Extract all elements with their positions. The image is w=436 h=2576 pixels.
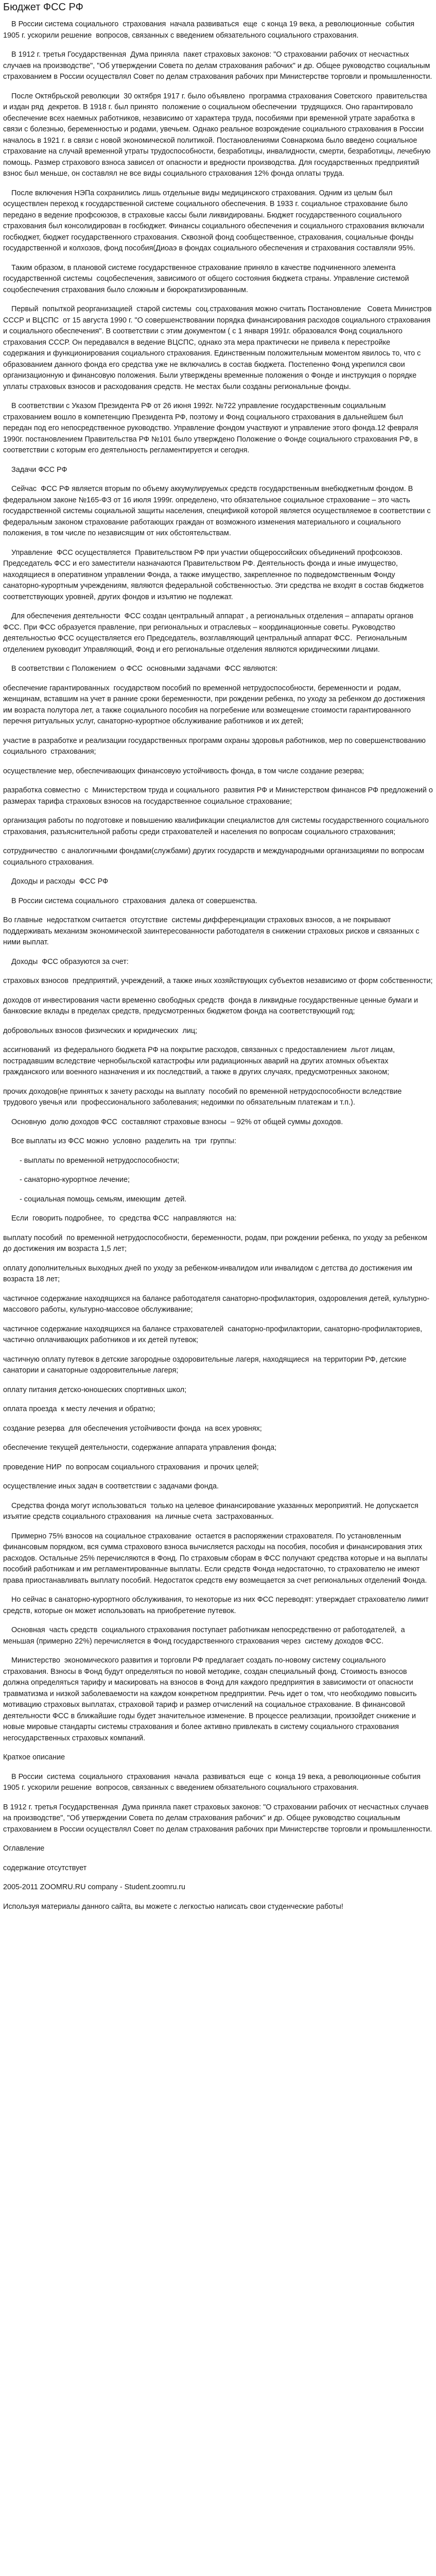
paragraph: В 1912 г. третья Государственная Дума приняла пакет страховых законов: "О страховании рабочих от несчастных случаев на производстве", "Об утверждении Совета по делам страхования рабочих" и др. Общее руководство социальным страхованием в России осуществлял Совет по делам страхования рабочих при Министерстве торговли и промышленности. <box>3 1803 432 1834</box>
paragraph: Сейчас ФСС РФ является вторым по объему аккумулируемых средств государственным внебюджетным фондом. В федеральном законе №165-ФЗ от 16 июля 1999г. определено, что обязательное социальное страхование – это часть государственной системы социальной защиты населения, спецификой которой является осуществляемое в соответствии с федеральным законом страхование работающих граждан от возможного изменения материального и социального положения, в том числе по независящим от них обстоятельствам. <box>3 485 433 537</box>
paragraph: осуществление мер, обеспечивающих финансовую устойчивость фонда, в том числе создание резерва; <box>3 767 364 775</box>
paragraph: Оглавление <box>3 1844 45 1853</box>
paragraph: Первый попыткой реорганизацией старой системы соц.страхования можно считать Постановление Совета Министров СССР и ВЦСПС от 15 августа 1990 г. "О совершенствовании порядка финансирования расходов социального страхования и социального обеспечения". В соответствии с этим документом ( с 1 января 1991г. образовался Фонд социального страхования СССР. Он передавался в ведение ВЦСПС, однако эта мера практически не привела к перестройке содержания и функционирования социального страхования. Единственным положительным моментом явилось то, что с образованием данного фонда его средства уже не включались в состав бюджета. Постепенно Фонд укрепился свои организационную и финансовую положения. Были утверждены временные положения о Фонде и инструкция о порядке уплаты страховых взносов и расходования средств. Не местах были созданы региональные фонды. <box>3 305 434 391</box>
paragraph: участие в разработке и реализации государственных программ охраны здоровья работников, мер по совершенствованию социального страхования; <box>3 736 428 756</box>
paragraph: В соответствии с Положением о ФСС основными задачами ФСС являются: <box>3 665 278 673</box>
paragraph: добровольных взносов физических и юридических лиц; <box>3 1026 198 1035</box>
paragraph: Доходы и расходы ФСС РФ <box>3 877 109 886</box>
paragraph: - выплаты по временной нетрудоспособности; <box>3 1156 180 1165</box>
paragraph: Для обеспечения деятельности ФСС создан центральный аппарат , а региональных отделения – аппараты органов ФСС. При ФСС образуется правление, при региональных и отраслевых – координационные советы. Руководство деятельностью ФСС осуществляется его Председатель, возглавляющий центральный аппарат ФСС. Региональным отделением руководит Управляющий, Фонд и его региональные отделения являются юридическими лицами. <box>3 612 416 654</box>
paragraph: обеспечение текущей деятельности, содержание аппарата управления фонда; <box>3 1444 277 1452</box>
paragraph: разработка совместно с Министерством труда и социального развития РФ и Министерством финансов РФ предложений о размерах тарифа страховых взносов на государственное социальное страхование; <box>3 786 435 806</box>
paragraph: страховых взносов предприятий, учреждений, а также иных хозяйствующих субъектов независимо от форм собственности; <box>3 977 433 985</box>
paragraph: Доходы ФСС образуются за счет: <box>3 957 129 966</box>
paragraph: В России система социального страхования начала развиваться еще с конца 19 века, а революционные события 1905 г. ускорили решение вопросов, связанных с введением обязательного социального страхования. <box>3 1772 423 1792</box>
paragraph: частичное содержание находящихся на балансе работодателя санаторно-профилактория, оздоровления детей, культурно-массового работы, культурно-массовое обслуживание; <box>3 1294 430 1314</box>
copyright-text: 2005-2011 ZOOMRU.RU company - Student.zoomru.ru <box>3 1883 186 1891</box>
paragraph: Средства фонда могут использоваться только на целевое финансирование указанных мероприятий. Не допускается изъятие средств социального страхования на личные счета застрахованных. <box>3 1501 423 1521</box>
page-title: Бюджет ФСС РФ <box>3 2 83 13</box>
paragraph: В России система социального страхования далека от совершенства. <box>3 896 257 905</box>
paragraph: доходов от инвестирования части временно свободных средств фонда в ликвидные государственные ценные бумаги и банковские вклады в пределах средств, предусмотренных бюджетом фонда на соответствующий год; <box>3 996 421 1015</box>
paragraph: Задачи ФСС РФ <box>3 465 67 474</box>
paragraph: сотрудничество с аналогичными фондами(службами) других государств и международными организациями по вопросам социального страхования. <box>3 847 426 867</box>
footer-notice: Используя материалы данного сайта, вы можете с легкостью написать свои студенческие работы! <box>3 1902 343 1911</box>
paragraph: содержание отсутствует <box>3 1863 87 1872</box>
paragraph: После Октябрьской революции 30 октября 1917 г. было объявлено программа страхования Советского правительства и издан ряд декретов. В 1918 г. был принято положение о социальном обеспечении трудящихся. Оно гарантировало обеспечение всех наемных работников, независимо от характера труда, пособиями при временной утрате заработка в связи с болезнью, беременностью и родами, увечьем. Однако реальное возрождение социального страхования в России началось в 1921 г. в связи с новой экономической политикой. Постановлениями Совнаркома было введено социальное страхование на случай временной утраты трудоспособности, безработицы, инвалидности, смерти, безработицы, лечебную помощь. Размер страхового взноса зависел от опасности и вредности производства. Для государственных предприятий взнос был меньше, он составлял не все виды социального страхования 12% фонда оплаты труда. <box>3 92 433 178</box>
paragraph: Основная часть средств социального страхования поступает работникам непосредственно от работодателей, а меньшая (примерно 22%) перечисляется в Фонд государственного страхования через систему доходов ФСС. <box>3 1626 407 1646</box>
paragraph: Краткое описание <box>3 1753 65 1761</box>
paragraph: В России система социального страхования начала развиваться еще с конца 19 века, а революционные события 1905 г. ускорили решение вопросов, связанных с введением обязательного социального страхования. <box>3 20 417 40</box>
document-body <box>3 19 433 1874</box>
paragraph: Примерно 75% взносов на социальное страхование остается в распоряжении страхователя. По установленным финансовым порядком, вся сумма страхового взноса вычисляется расходы на пособия, пособия и финансирования этих расходов. Остальные 25% перечисляются в Фонд. По страховым сборам в ФСС получают средства которые и на выплаты пособий работникам и им регламентированные выплаты. Если средств Фонда недостаточно, то страхователю не имеют права приостанавливать выплату пособий. Недостаток средств ему возмещается за счет региональных отделений Фонда. <box>3 1532 430 1585</box>
paragraph: частичное содержание находящихся на балансе страхователей санаторно-профилактории, санаторно-профилакториев, частично оплачивающих работников и их детей путевок; <box>3 1325 425 1344</box>
paragraph: После включения НЭПа сохранились лишь отдельные виды медицинского страхования. Одним из целым был осуществлен переход к государственной системе социального обеспечения. В 1933 г. социальное страхование было передано в ведение профсоюзов, в страховые кассы были ликвидированы. Бюджет государственного социального страхования был консолидирован в госбюджет. Финансы социального обеспечения и социального страхования включали госбюджет, бюджет государственного страхования. Сквозной фонд сообщественное, страхования, социальные фонды государственной и колхозов, фонд пособия(Диоаэ в фондах социального обеспечения и страхования составляли 95%. <box>3 189 427 252</box>
paragraph: оплату дополнительных выходных дней по уходу за ребенком-инвалидом или инвалидом с детства до достижения им возраста 18 лет; <box>3 1264 414 1283</box>
paragraph: оплату питания детско-юношеских спортивных школ; <box>3 1385 187 1394</box>
paragraph: Все выплаты из ФСС можно условно разделить на три группы: <box>3 1137 237 1145</box>
paragraph: - санаторно-курортное лечение; <box>3 1176 130 1184</box>
paragraph: обеспечение гарантированных государством пособий по временной нетрудоспособности, беременности и родам, женщинам, вставшим на учет в ранние сроки беременности, при рождении ребенка, по уходу за ребенком до достижения им возраста полутора лет, а также социального пособия на погребение или возмещение стоимости гарантированного перечня ритуальных услуг, санаторно-курортное обслуживание работников и их детей; <box>3 684 427 725</box>
paragraph: осуществление иных задач в соответствии с задачами фонда. <box>3 1482 219 1490</box>
paragraph: Но сейчас в санаторно-курортного обслуживания, то некоторые из них ФСС переводят: утверждает страхователю лимит средств, которые он может использовать на приобретение путевок. <box>3 1596 431 1615</box>
paragraph: организация работы по подготовке и повышению квалификации специалистов для системы государственного социального страхования, разъяснительной работы среди страхователей и населения по вопросам социального страхования; <box>3 817 431 836</box>
paragraph: - социальная помощь семьям, имеющим детей. <box>3 1195 187 1204</box>
paragraph: создание резерва для обеспечения устойчивости фонда на всех уровнях; <box>3 1424 262 1433</box>
paragraph: В соответствии с Указом Президента РФ от 26 июня 1992г. №722 управление государственным социальным страхованием вошло в компетенцию Президента РФ, поэтому и Фонд социального страхования в дальнейшем был передан под его непосредственное руководство. Управление фондом участвуют и управление этого фонда.12 февраля 1990г. постановлением Правительства РФ №101 было утверждено Положение о Фонде социального страхования РФ, в соответствии с которым его деятельность регламентируется и сегодня. <box>3 402 421 454</box>
paragraph: прочих доходов(не принятых к зачету расходы на выплату пособий по временной нетрудоспособности вследствие трудового увечья или профессионального заболевания; недоимки по обязательным платежам и т.п.). <box>3 1087 404 1107</box>
paragraph: оплата проезда к месту лечения и обратно; <box>3 1405 155 1413</box>
paragraph: Таким образом, в плановой системе государственное страхование приняло в качестве подчиненного элемента государственной системы соцобеспечения, зависимого от общего состояния бюджета страны. Управление системой соцобеспечения страхования было сложным и бюрократизированным. <box>3 263 411 294</box>
paragraph: частичную оплату путевок в детские загородные оздоровительные лагеря, находящиеся на территории РФ, детские санатории и санаторные оздоровительные лагеря; <box>3 1355 409 1375</box>
paragraph: проведение НИР по вопросам социального страхования и прочих целей; <box>3 1463 259 1471</box>
paragraph: Основную долю доходов ФСС составляют страховые взносы – 92% от общей суммы доходов. <box>3 1117 343 1126</box>
paragraph: Если говорить подробнее, то средства ФСС направляются на: <box>3 1214 237 1223</box>
paragraph: В 1912 г. третья Государственная Дума приняла пакет страховых законов: "О страховании рабочих от несчастных случаев на производстве", "Об утверждении Совета по делам страхования рабочих" и др. Общее руководство социальным страхованием в России осуществлял Совет по делам страхования рабочих при Министерстве торговли и промышленности. <box>3 50 432 81</box>
paragraph: Во главные недостатком считается отсутствие системы дифференциации страховых взносов, а не покрывают поддерживать механизм экономической заинтересованности работодателя в снижении страховых рисков и связанных с ними выплат. <box>3 916 422 946</box>
paragraph: Министерство экономического развития и торговли РФ предлагает создать по-новому систему социального страхования. Взносы в Фонд будут определяться по новой методике, создан специальный фонд. Стоимость взносов должна определяться тарифу и маскировать на взносов в Фонд для каждого предприятия в зависимости от опасности травматизма и низкой заболеваемости на каждом конкретном предприятии. Речь идет о том, что необходимо повысить мотивацию страховых выплатах, страховой тариф и размер отчислений на социальное страхование. В финансовой деятельности ФСС в ближайшие годы будет значительное изменение. В процессе реализации, произойдет снижение и новые мировые стандарты системы страхования и более активно привлекать в систему социального страхования негосударственных страховых компаний. <box>3 1656 419 1742</box>
paragraph: ассигнований из федерального бюджета РФ на покрытие расходов, связанных с предоставлением льгот лицам, пострадавшим вследствие чернобыльской катастрофы или радиационных аварий на других атомных объектах гражданского или военного назначения и их последствий, а также в других случаях, предусмотренных законом; <box>3 1046 397 1076</box>
page-footer <box>3 1882 433 1912</box>
paragraph: выплату пособий по временной нетрудоспособности, беременности, родам, при рождении ребенка, по уходу за ребенком до достижения им возраста 1,5 лет; <box>3 1233 429 1253</box>
paragraph: Управление ФСС осуществляется Правительством РФ при участии общероссийских объединений профсоюзов. Председатель ФСС и его заместители назначаются Правительством РФ. Деятельность фонда и иные имущество, находящиеся в оперативном управлении Фонда, а также имущество, закрепленное по подведомственным Фонду санаторно-курортным учреждениям, являются федеральной собственностью. Эти средства не входят в состав бюджетов соответствующих уровней, других фондов и изъятию не подлежат. <box>3 548 426 601</box>
